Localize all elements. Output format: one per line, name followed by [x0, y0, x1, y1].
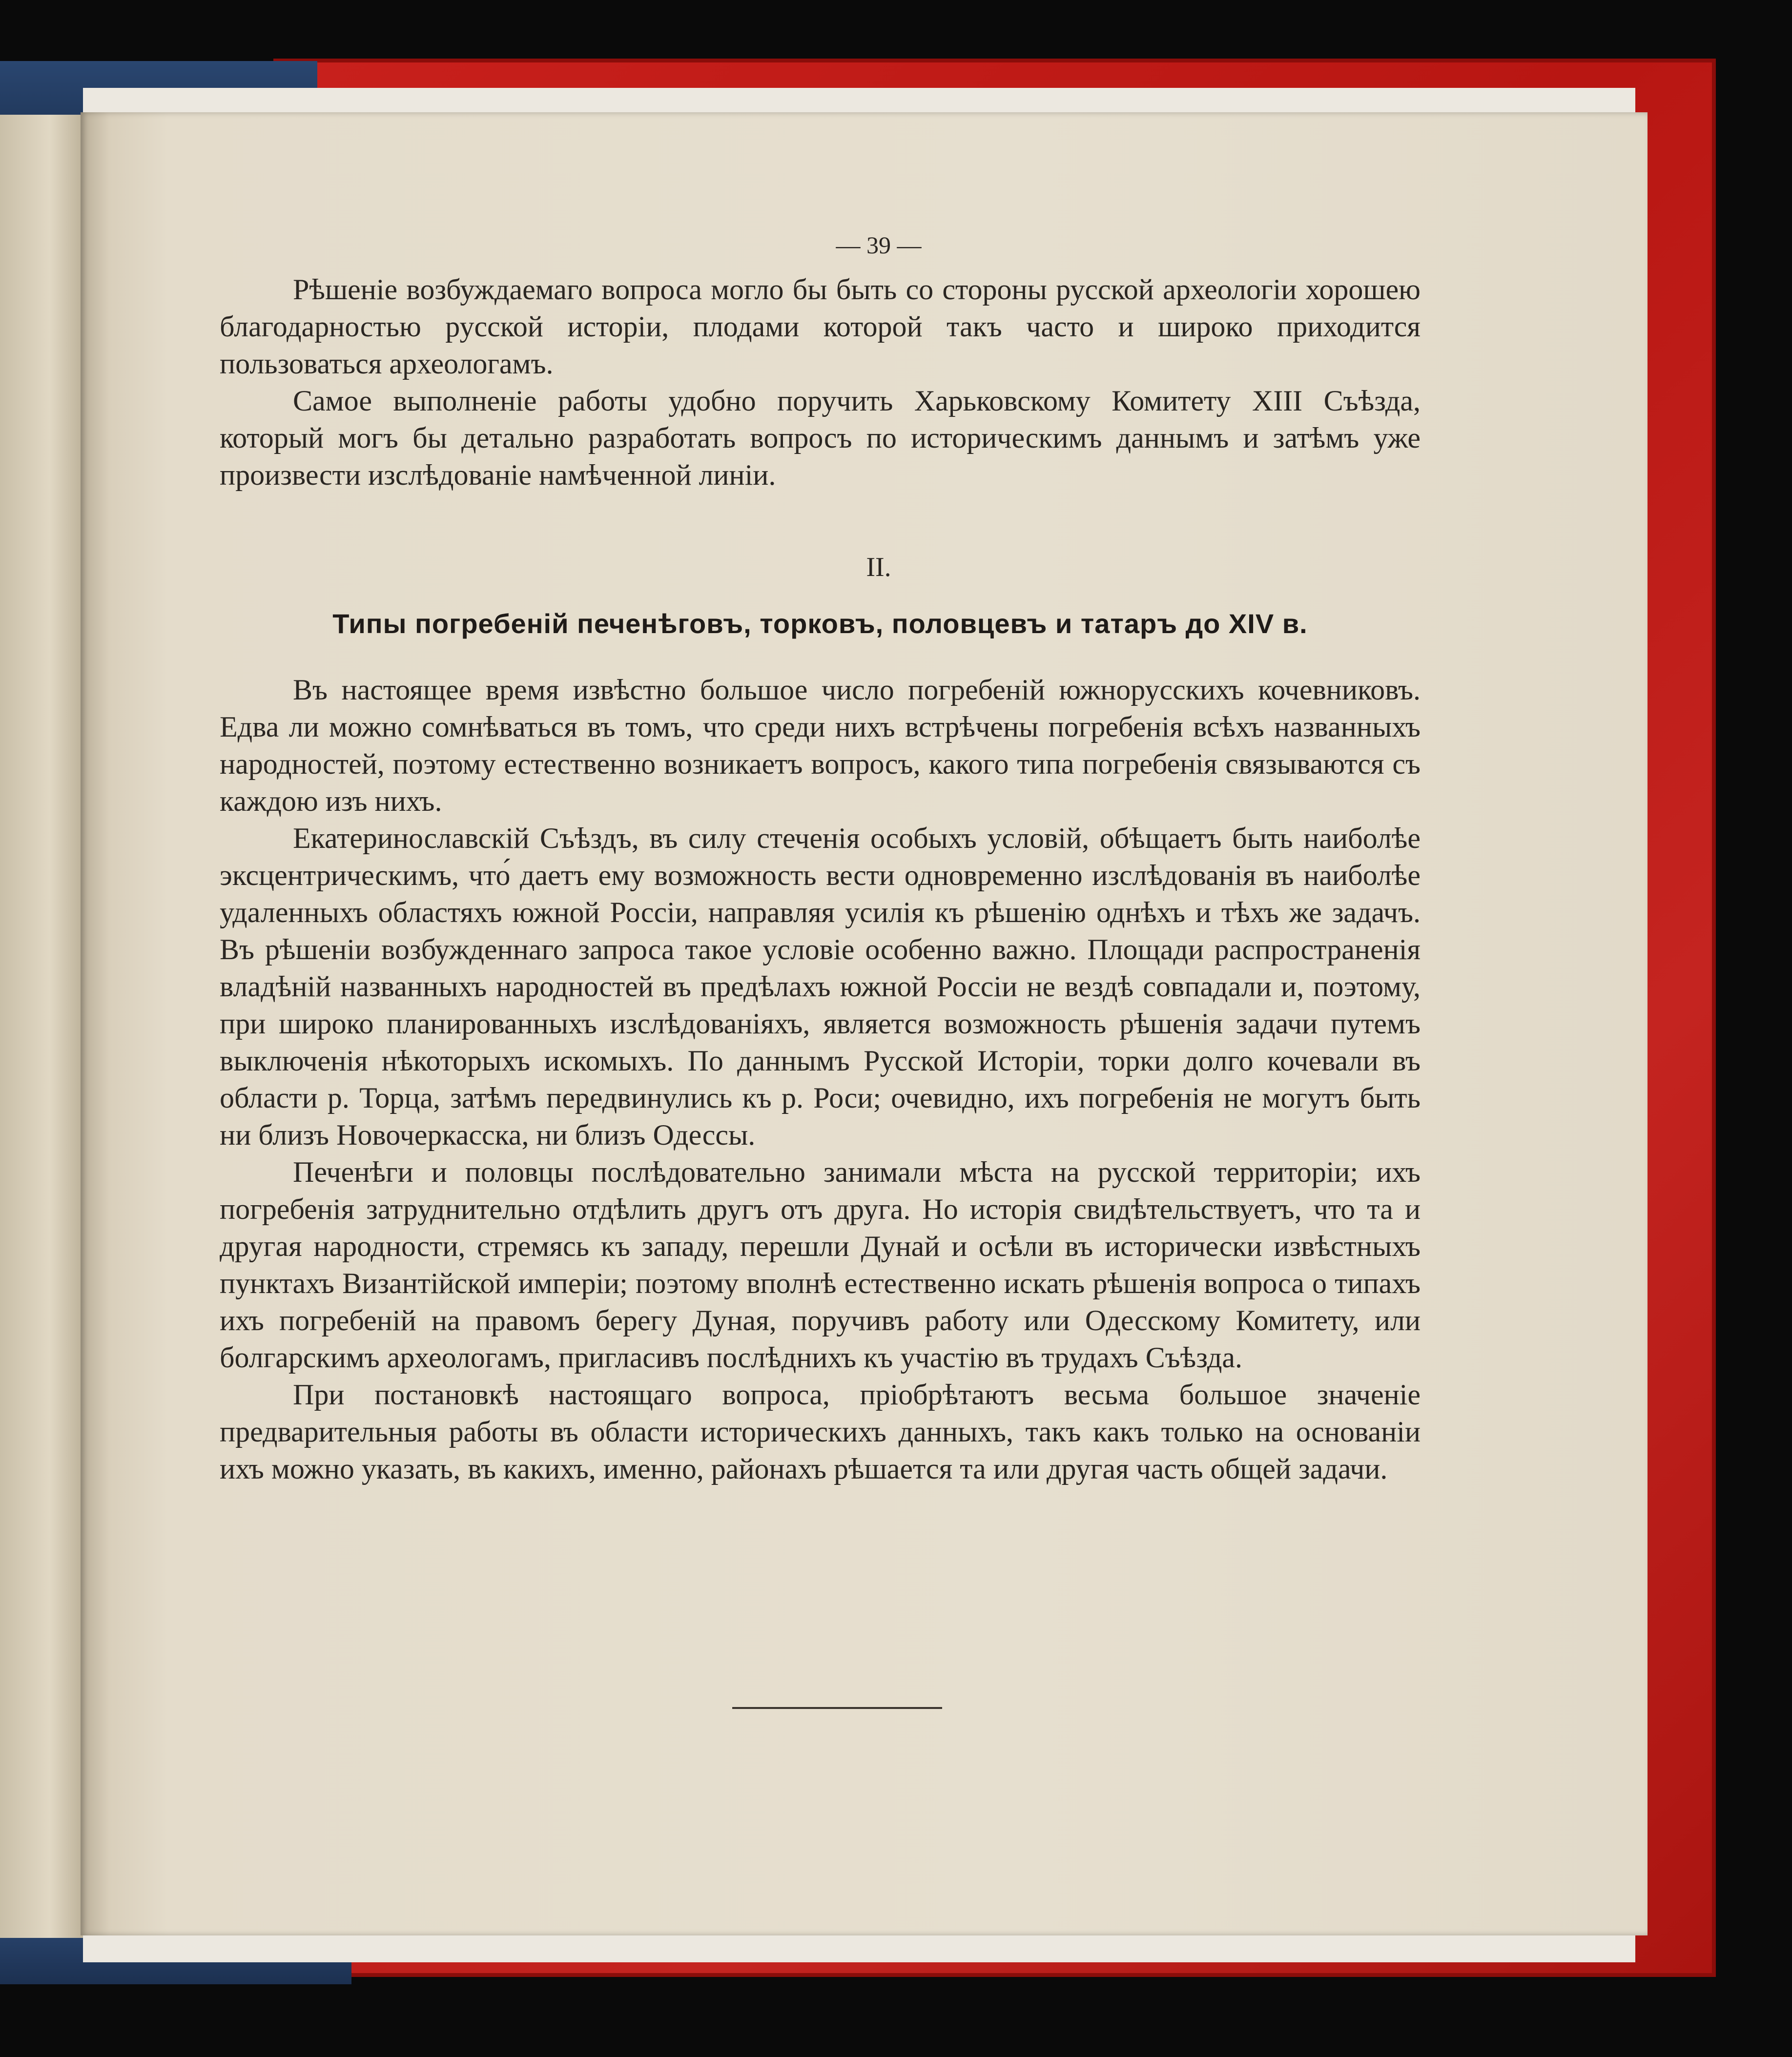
section-text [220, 671, 1421, 1487]
page-number: — 39 — [836, 231, 922, 259]
section-paragraph-1: Въ настоящее время извѣстно большое число погребеній южнорусскихъ кочевниковъ. Едва ли можно сомнѣваться въ томъ, что среди нихъ встрѣчены погребенія всѣхъ названныхъ народностей, поэтому естественно возникаетъ вопросъ, какого типа погребенія связываются съ каждою изъ нихъ. [220, 674, 1421, 817]
intro-paragraph-2: Самое выполненіе работы удобно поручить Харьковскому Комитету XIII Съѣзда, который могъ бы детально разработать вопросъ по историческимъ даннымъ и затѣмъ уже произвести изслѣдованіе намѣченной линіи. [220, 385, 1421, 491]
section-paragraph-3: Печенѣги и половцы послѣдовательно занимали мѣста на русской территоріи; ихъ погребенія затруднительно отдѣлить другъ отъ друга. Но исторія свидѣтельствуетъ, что та и другая народности, стремясь къ западу, перешли Дунай и осѣли въ исторически извѣстныхъ пунктахъ Византійской имперіи; поэтому вполнѣ естественно искать рѣшенія вопроса о типахъ ихъ погребеній на правомъ берегу Дуная, поручивъ работу или Одесскому Комитету, или болгарскимъ археологамъ, пригласивъ послѣднихъ къ участію въ трудахъ Съѣзда. [220, 1156, 1421, 1374]
section-paragraph-2: Екатеринославскій Съѣздъ, въ силу стеченія особыхъ условій, обѣщаетъ быть наиболѣе эксцентрическимъ, что́ даетъ ему возможность вести одновременно изслѣдованія въ наиболѣе удаленныхъ областяхъ южной Россіи, направляя усилія къ рѣшенію однѣхъ и тѣхъ же задачъ. Въ рѣшеніи возбужденнаго запроса такое условіе особенно важно. Площади распространенія владѣній названныхъ народностей въ предѣлахъ южной Россіи не вездѣ совпадали и, поэтому, при широко планированныхъ изслѣдованіяхъ, является возможность рѣшенія задачи путемъ выключенія нѣкоторыхъ искомыхъ. По даннымъ Русской Исторіи, торки долго кочевали въ области р. Торца, затѣмъ передвинулись къ р. Роси; очевидно, ихъ погребенія не могутъ быть ни близъ Новочеркасска, ни близъ Одессы. [220, 822, 1421, 1151]
intro-paragraph-1: Рѣшеніе возбуждаемаго вопроса могло бы быть со стороны русской археологіи хорошею благодарностью русской исторіи, плодами которой такъ часто и широко приходится пользоваться археологамъ. [220, 273, 1421, 380]
left-page-edge [0, 115, 83, 1938]
section-heading: Типы погребеній печенѣговъ, торковъ, половцевъ и татаръ до XIV в. [332, 608, 1308, 639]
section-number: II. [866, 552, 891, 582]
section-paragraph-4: При постановкѣ настоящаго вопроса, пріобрѣтаютъ весьма большое значеніе предварительныя работы въ области историческихъ данныхъ, такъ какъ только на основаніи ихъ можно указать, въ какихъ, именно, районахъ рѣшается та или другая часть общей задачи. [220, 1378, 1421, 1485]
intro-text [220, 271, 1421, 494]
end-rule [732, 1707, 942, 1709]
